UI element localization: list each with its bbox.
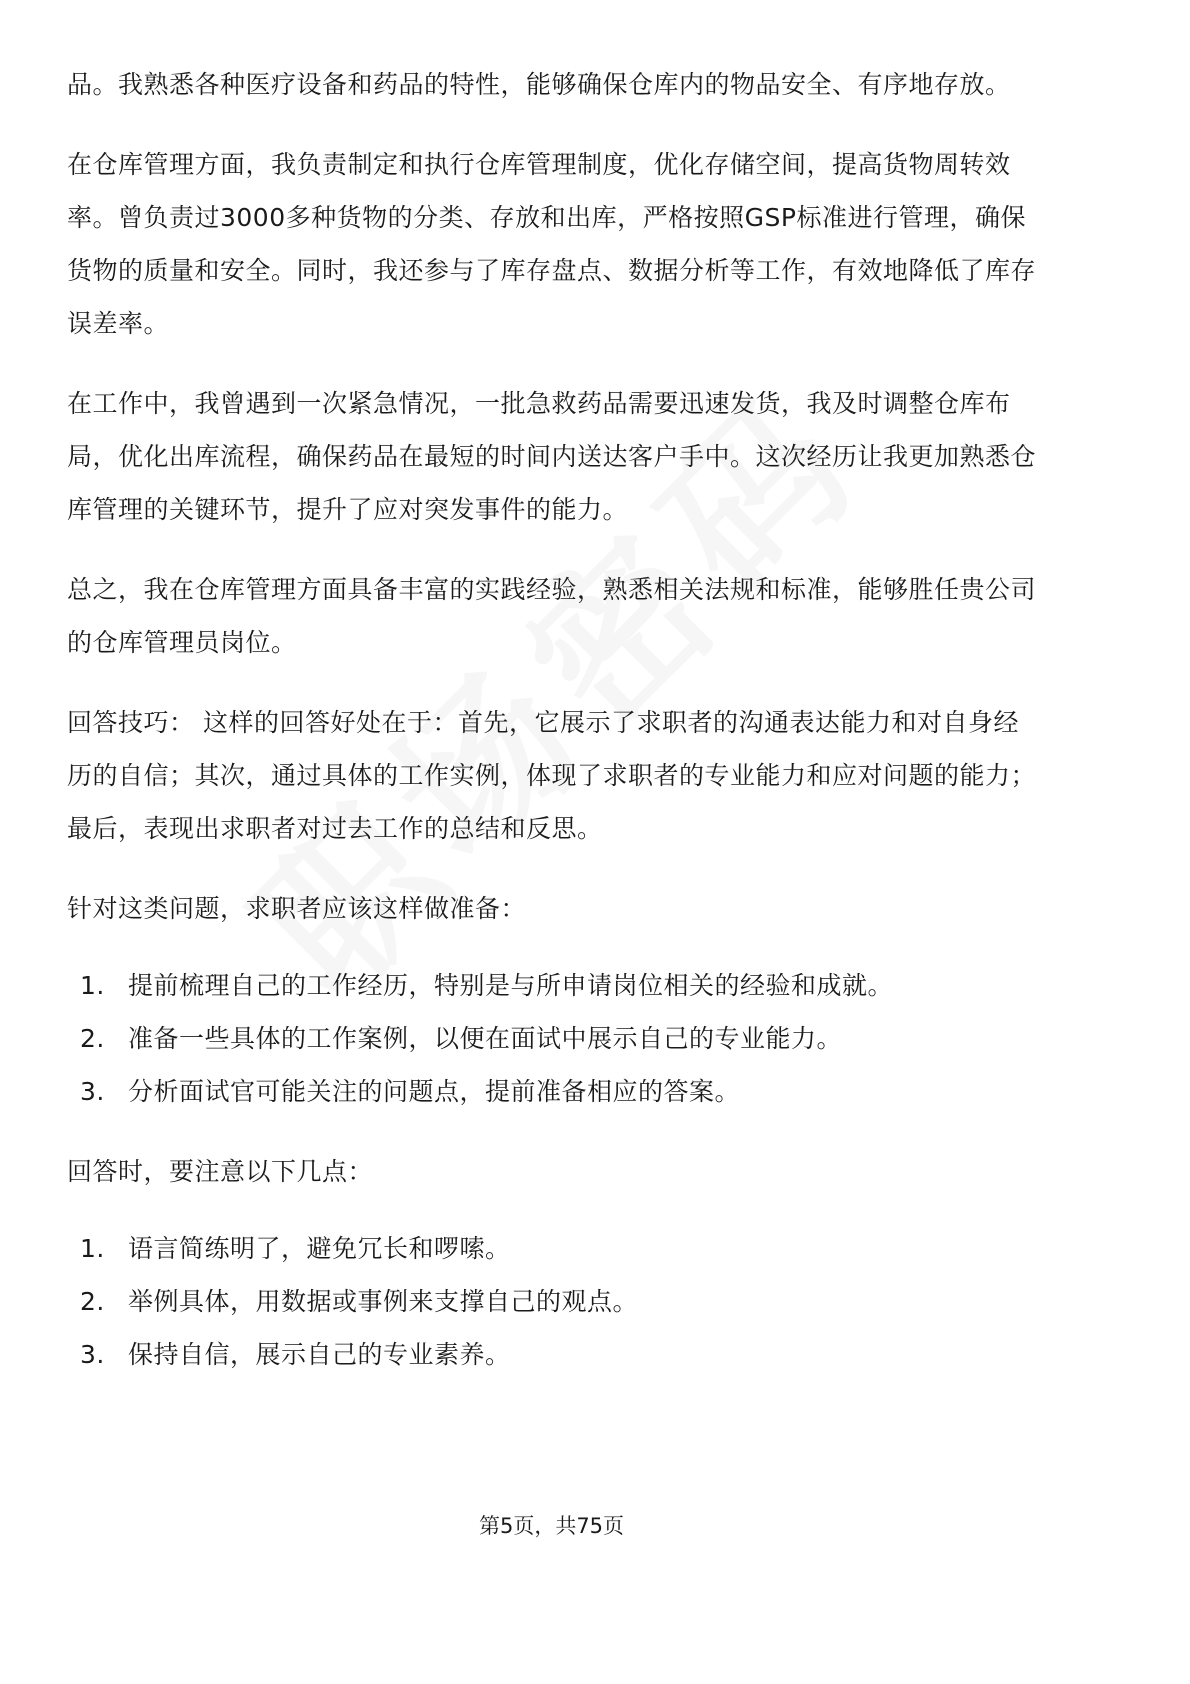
list-item	[67, 959, 1042, 1012]
paragraph-4: 总之，我在仓库管理方面具备丰富的实践经验，熟悉相关法规和标准，能够胜任贵公司的仓库管理员岗位。	[67, 575, 1037, 657]
list-text: 准备一些具体的工作案例，以便在面试中展示自己的专业能力。	[128, 1024, 843, 1053]
tips-list	[67, 1222, 1042, 1381]
list-number: 3.	[80, 1340, 105, 1369]
list-text: 保持自信，展示自己的专业素养。	[128, 1340, 511, 1369]
list-item	[67, 1328, 1042, 1381]
list-number: 2.	[80, 1024, 105, 1053]
list-item	[67, 1275, 1042, 1328]
paragraph-2: 在仓库管理方面，我负责制定和执行仓库管理制度，优化存储空间，提高货物周转效率。曾负责过3000多种货物的分类、存放和出库，严格按照GSP标准进行管理，确保货物的质量和安全。同时，我还参与了库存盘点、数据分析等工作，有效地降低了库存误差率。	[67, 150, 1037, 338]
paragraph-1: 品。我熟悉各种医疗设备和药品的特性，能够确保仓库内的物品安全、有序地存放。	[67, 70, 1011, 99]
prep-list	[67, 959, 1042, 1118]
page-content	[67, 58, 1042, 1381]
list-item	[67, 1222, 1042, 1275]
list-item	[67, 1012, 1042, 1065]
prep-intro: 针对这类问题，求职者应该这样做准备：	[67, 894, 527, 923]
list-number: 1.	[80, 1234, 105, 1263]
list-number: 2.	[80, 1287, 105, 1316]
paragraph-3: 在工作中，我曾遇到一次紧急情况，一批急救药品需要迅速发货，我及时调整仓库布局，优化出库流程，确保药品在最短的时间内送达客户手中。这次经历让我更加熟悉仓库管理的关键环节，提升了应对突发事件的能力。	[67, 389, 1037, 524]
list-text: 提前梳理自己的工作经历，特别是与所申请岗位相关的经验和成就。	[128, 971, 894, 1000]
paragraph-tips-answer: 回答技巧： 这样的回答好处在于：首先，它展示了求职者的沟通表达能力和对自身经历的自信；其次，通过具体的工作实例，体现了求职者的专业能力和应对问题的能力；最后，表现出求职者对过去工作的总结和反思。	[67, 708, 1037, 843]
tips-intro: 回答时，要注意以下几点：	[67, 1157, 374, 1186]
list-text: 语言简练明了，避免冗长和啰嗦。	[128, 1234, 511, 1263]
page-footer: 第5页，共75页	[478, 1514, 625, 1538]
list-number: 1.	[80, 971, 105, 1000]
list-text: 分析面试官可能关注的问题点，提前准备相应的答案。	[128, 1077, 741, 1106]
list-text: 举例具体，用数据或事例来支撑自己的观点。	[128, 1287, 639, 1316]
list-number: 3.	[80, 1077, 105, 1106]
list-item	[67, 1065, 1042, 1118]
